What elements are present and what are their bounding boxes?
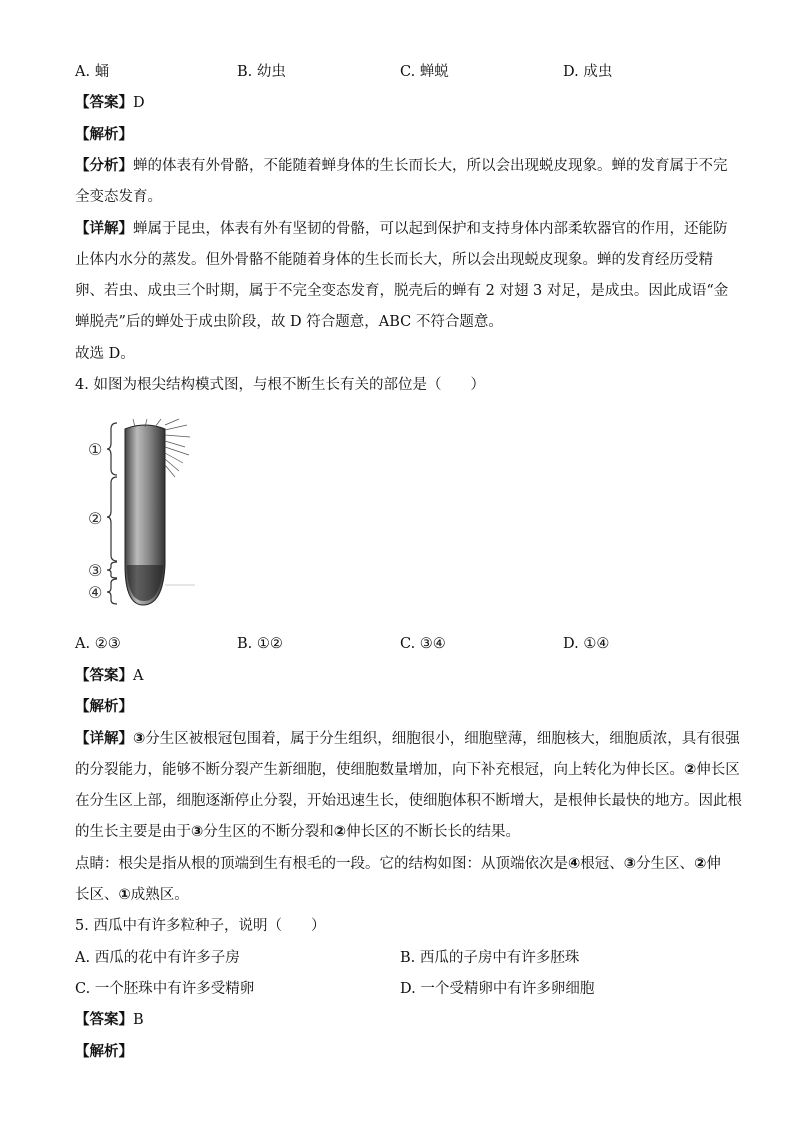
figure-label-1: ① (88, 440, 103, 459)
q5-option-a: A. 西瓜的花中有许多子房 (75, 950, 240, 966)
bracket-4 (107, 579, 117, 604)
bracket-1 (107, 423, 117, 475)
q3-answer-line (75, 93, 145, 113)
q3-option-a: A. 蛹 (75, 64, 110, 80)
q3-answer: D (133, 95, 145, 111)
q3-analysis-tag: 【解析】 (75, 127, 133, 143)
q4-answer: A (133, 668, 144, 684)
answer-tag: 【答案】 (75, 95, 133, 111)
figure-label-2: ② (88, 509, 103, 528)
figure-label-3: ③ (88, 561, 103, 580)
q3-detail-line-2: 止体内水分的蒸发。但外骨骼不能随着身体的生长而长大，所以会出现蜕皮现象。蝉的发育经历受精 (75, 252, 713, 268)
q4-point-line-2: 长区、①成熟区。 (75, 887, 189, 903)
q3-detail-line-3: 卵、若虫、成虫三个时期，属于不完全变态发育，脱壳后的蝉有 2 对翅 3 对足，是成虫。因此成语“金 (75, 283, 729, 299)
q5-stem: 5. 西瓜中有许多粒种子，说明（ ） (75, 918, 326, 934)
root-tip-figure (75, 415, 235, 615)
bracket-3 (107, 562, 117, 578)
q3-fenxi-line-2: 全变态发育。 (75, 189, 162, 205)
q3-detail-line-4: 蝉脱壳”后的蝉处于成虫阶段，故 D 符合题意，ABC 不符合题意。 (75, 314, 503, 330)
q4-detail-line-4: 的生长主要是由于③分生区的不断分裂和②伸长区的不断长长的结果。 (75, 824, 521, 840)
q4-analysis-tag: 【解析】 (75, 699, 133, 715)
q4-option-b: B. ①② (237, 636, 283, 652)
q3-fenxi-line-1: 【分析】蝉的体表有外骨骼，不能随着蝉身体的生长而长大，所以会出现蜕皮现象。蝉的发育属于不完 (75, 158, 728, 174)
q4-point-line-1: 点睛：根尖是指从根的顶端到生有根毛的一段。它的结构如图：从顶端依次是④根冠、③分生区、②伸 (75, 856, 721, 872)
q4-stem: 4. 如图为根尖结构模式图，与根不断生长有关的部位是（ ） (75, 377, 485, 393)
q3-option-b: B. 幼虫 (237, 64, 286, 80)
q4-answer-line: 【答案】A (75, 668, 144, 684)
q4-option-a: A. ②③ (75, 636, 121, 652)
detail-tag: 【详解】 (75, 221, 133, 237)
q5-option-d: D. 一个受精卵中有许多卵细胞 (400, 981, 595, 997)
bracket-2 (107, 477, 117, 561)
q3-option-c: C. 蝉蜕 (400, 64, 449, 80)
q3-option-d: D. 成虫 (563, 64, 613, 80)
q5-option-c: C. 一个胚珠中有许多受精卵 (75, 981, 255, 997)
q4-detail-line-1: 【详解】③分生区被根冠包围着，属于分生组织，细胞很小，细胞壁薄，细胞核大，细胞质浓，具有很强 (75, 731, 740, 747)
q5-analysis-tag: 【解析】 (75, 1044, 133, 1060)
q4-detail-line-3: 在分生区上部，细胞逐渐停止分裂，开始迅速生长，使细胞体积不断增大，是根伸长最快的地方。因此根 (75, 793, 742, 809)
fenxi-tag: 【分析】 (75, 158, 133, 174)
figure-label-4: ④ (88, 583, 103, 602)
q5-answer: B (133, 1012, 144, 1028)
q3-conclusion: 故选 D。 (75, 346, 135, 362)
q5-answer-line: 【答案】B (75, 1012, 144, 1028)
q5-option-b: B. 西瓜的子房中有许多胚珠 (400, 950, 580, 966)
q4-option-c: C. ③④ (400, 636, 446, 652)
q4-option-d: D. ①④ (563, 636, 610, 652)
q3-detail-line-1: 【详解】蝉属于昆虫，体表有外有坚韧的骨骼，可以起到保护和支持身体内部柔软器官的作用，还能防 (75, 221, 728, 237)
q4-detail-line-2: 的分裂能力，能够不断分裂产生新细胞，使细胞数量增加，向下补充根冠，向上转化为伸长区。②伸长区 (75, 762, 740, 778)
